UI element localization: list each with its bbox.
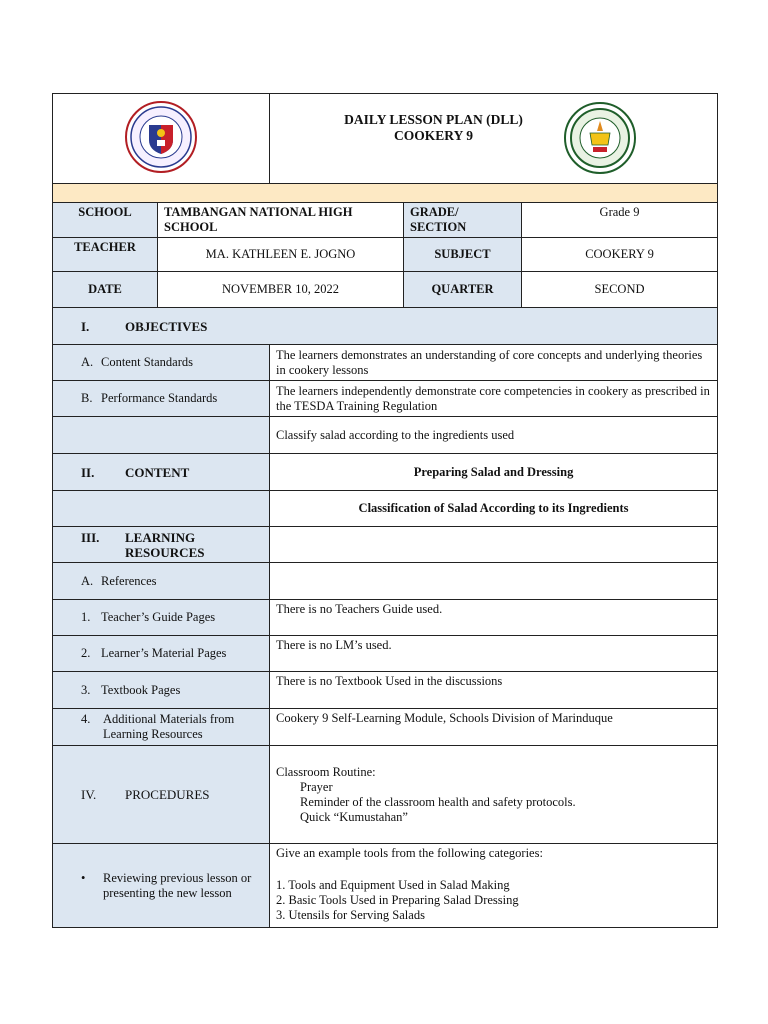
resource-row [53, 600, 718, 636]
resources-header-value [270, 527, 718, 563]
school-row [53, 203, 718, 238]
resource-number: 2. [81, 646, 91, 660]
teacher-row [53, 238, 718, 272]
resource-value: There is no Textbook Used in the discussions [270, 672, 718, 709]
objectives-heading [53, 308, 718, 345]
references-label-cell [53, 563, 270, 600]
content-row [53, 454, 718, 491]
resource-label: Teacher’s Guide Pages [101, 610, 216, 624]
procedures-title: PROCEDURES [125, 787, 210, 802]
date-value: NOVEMBER 10, 2022 [158, 272, 404, 308]
routine-item: Prayer [300, 779, 333, 794]
school-label: SCHOOL [53, 203, 158, 238]
performance-standards-label-cell [53, 381, 270, 417]
objectives-title: OBJECTIVES [125, 318, 208, 334]
resource-label-cell [53, 600, 270, 636]
resource-label-cell [53, 709, 270, 746]
resource-label: Textbook Pages [101, 682, 181, 697]
school-seal-icon [563, 101, 637, 175]
procedures-number: IV. [81, 787, 97, 802]
review-row [53, 844, 718, 928]
subject-value: COOKERY 9 [522, 238, 718, 272]
resource-label-cell [53, 636, 270, 672]
content-standards-label: Content Standards [101, 355, 194, 369]
competency-value: Classify salad according to the ingredients used [270, 417, 718, 454]
content-subtopic: Classification of Salad According to its Ingredients [270, 491, 718, 527]
references-value [270, 563, 718, 600]
performance-standards-value: The learners independently demonstrate core competencies in cookery as prescribed in the TESDA Training Regulation [270, 381, 718, 417]
procedures-row [53, 746, 718, 844]
performance-standards-label: Performance Standards [101, 391, 218, 405]
review-item: 2. Basic Tools Used in Preparing Salad Dressing [276, 893, 519, 907]
document-subject: COOKERY 9 [394, 128, 473, 143]
resource-number: 3. [81, 682, 91, 697]
performance-standards-row [53, 381, 718, 417]
quarter-label: QUARTER [404, 272, 522, 308]
routine-item: Quick “Kumustahan” [300, 809, 408, 824]
grade-label: GRADE/ SECTION [404, 203, 522, 238]
resources-number: III. [81, 529, 100, 545]
resource-label-cell [53, 672, 270, 709]
content-subtopic-label-cell [53, 491, 270, 527]
review-item: 1. Tools and Equipment Used in Salad Making [276, 878, 510, 892]
content-topic: Preparing Salad and Dressing [270, 454, 718, 491]
date-label: DATE [53, 272, 158, 308]
resource-row [53, 672, 718, 709]
content-heading [53, 454, 270, 491]
resource-label: Learner’s Material Pages [101, 646, 227, 660]
review-label-cell [53, 844, 270, 928]
procedures-routine-cell [270, 746, 718, 844]
resource-number: 1. [81, 610, 91, 624]
routine-title: Classroom Routine: [276, 764, 376, 779]
resources-title: LEARNING RESOURCES [125, 529, 205, 560]
content-standards-letter: A. [81, 355, 94, 369]
school-value: TAMBANGAN NATIONAL HIGH SCHOOL [158, 203, 404, 238]
resource-number: 4. [81, 712, 91, 726]
references-label: References [101, 573, 157, 588]
references-letter: A. [81, 573, 94, 588]
competency-label-cell [53, 417, 270, 454]
tan-divider-row [53, 184, 718, 203]
resource-value: There is no LM’s used. [270, 636, 718, 672]
content-title: CONTENT [125, 464, 190, 480]
performance-standards-letter: B. [81, 391, 93, 405]
content-standards-value: The learners demonstrates an understanding of core concepts and underlying theories in cookery lessons [270, 345, 718, 381]
header-row [53, 94, 718, 184]
grade-value: Grade 9 [522, 203, 718, 238]
header-title-cell [270, 94, 718, 184]
resource-row [53, 709, 718, 746]
resource-label: Additional Materials from Learning Resources [103, 712, 235, 741]
objectives-number: I. [81, 318, 90, 334]
quarter-value: SECOND [522, 272, 718, 308]
review-content-cell [270, 844, 718, 928]
content-standards-label-cell [53, 345, 270, 381]
teacher-label: TEACHER [53, 238, 158, 272]
content-number: II. [81, 464, 95, 480]
review-label: Reviewing previous lesson or presenting the new lesson [103, 870, 252, 900]
bullet-icon: • [81, 870, 86, 885]
routine-item: Reminder of the classroom health and safety protocols. [300, 794, 576, 809]
procedures-heading [53, 746, 270, 844]
deped-seal-icon [124, 100, 198, 174]
content-subtopic-row [53, 491, 718, 527]
deped-logo-cell [53, 94, 270, 184]
resources-header-row [53, 527, 718, 563]
lesson-plan-table [52, 93, 718, 928]
content-standards-row [53, 345, 718, 381]
document-title: DAILY LESSON PLAN (DLL) [344, 112, 523, 127]
review-item: 3. Utensils for Serving Salads [276, 908, 425, 922]
resource-value: Cookery 9 Self-Learning Module, Schools Division of Marinduque [270, 709, 718, 746]
date-row [53, 272, 718, 308]
tan-divider [53, 184, 718, 203]
subject-label: SUBJECT [404, 238, 522, 272]
references-row [53, 563, 718, 600]
lesson-plan-sheet [52, 93, 717, 928]
resource-value: There is no Teachers Guide used. [270, 600, 718, 636]
review-intro: Give an example tools from the following categories: [276, 846, 543, 860]
resources-heading [53, 527, 270, 563]
resource-row [53, 636, 718, 672]
competency-row [53, 417, 718, 454]
teacher-value: MA. KATHLEEN E. JOGNO [158, 238, 404, 272]
objectives-header-row [53, 308, 718, 345]
